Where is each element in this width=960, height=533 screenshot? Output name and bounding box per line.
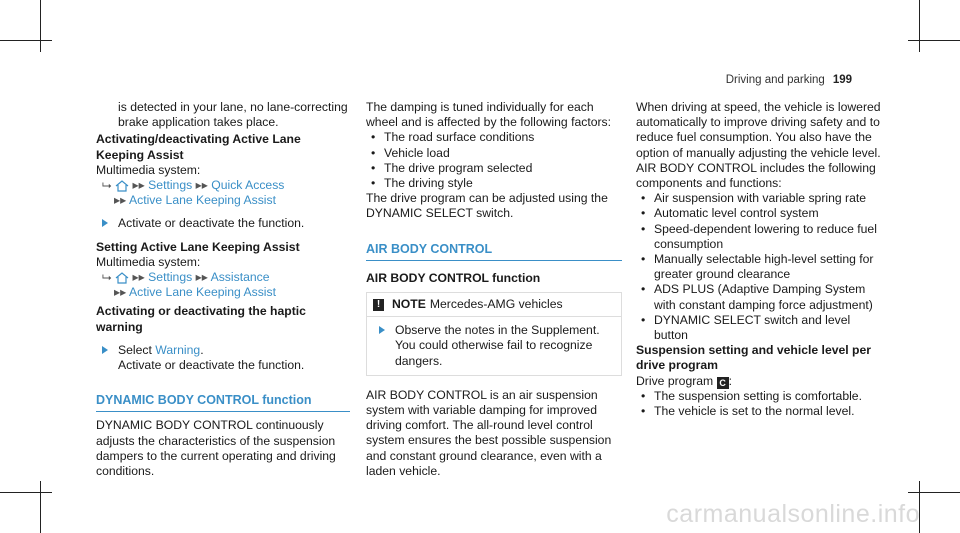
list-item: • The driving style: [366, 176, 622, 191]
section-dynamic-body-control: DYNAMIC BODY CONTROL function: [96, 393, 350, 412]
adjust-text: The drive program can be adjusted using the DYNAMIC SELECT switch.: [366, 191, 608, 221]
chevron-icon: ▸▸: [132, 178, 145, 193]
warning-icon: !: [373, 299, 384, 311]
heading-setting-lane-keeping: Setting Active Lane Keeping Assist: [96, 239, 300, 254]
dynamic-body-text: DYNAMIC BODY CONTROL continuously adjusts the characteristics of the suspension dampers to the current operating and driving conditions.: [96, 418, 336, 479]
step-activate: [102, 216, 350, 231]
watermark: carmanualsonline.info: [666, 500, 920, 528]
chevron-icon: ▸▸: [114, 285, 127, 300]
list-item: • The drive program selected: [366, 161, 622, 176]
path-settings: Settings: [148, 270, 193, 285]
crop-mark: [908, 492, 960, 493]
note-text: Observe the notes in the Supplement. You could otherwise fail to recognize dangers.: [395, 323, 600, 368]
column-3: [636, 100, 886, 419]
list-item: • Air suspension with variable spring rate: [636, 191, 886, 206]
crop-mark: [908, 40, 960, 41]
crop-mark: [0, 40, 52, 41]
chevron-icon: ▸▸: [114, 193, 127, 208]
chevron-icon: ▸▸: [195, 270, 208, 285]
list-item: • Manually selectable high-level setting for greater ground clearance: [636, 252, 886, 282]
path-quick-access: Quick Access: [211, 178, 285, 193]
section-air-body-control: AIR BODY CONTROL: [366, 242, 622, 261]
path-active-lane-assist: Active Lane Keeping Assist: [128, 285, 276, 300]
warning-link[interactable]: Warning: [155, 342, 201, 357]
note-title: Mercedes-AMG vehicles: [429, 297, 563, 312]
section-name: Driving and parking: [725, 74, 825, 86]
chevron-icon: ▸▸: [132, 270, 145, 285]
step-arrow-icon: [102, 219, 108, 227]
multimedia-label: Multimedia system:: [96, 254, 201, 269]
list-item: • ADS PLUS (Adaptive Damping System with constant damping force adjustment): [636, 282, 886, 312]
heading-activate-lane-keeping: Activating/deactivating Active Lane Keeping Assist: [96, 132, 301, 162]
step-arrow-icon: [379, 326, 385, 334]
column-2: [366, 100, 622, 479]
list-item: • The road surface conditions: [366, 130, 622, 145]
heading-haptic-warning: Activating or deactivating the haptic warning: [96, 304, 306, 334]
list-item: • Speed-dependent lowering to reduce fuel consumption: [636, 222, 886, 252]
list-item: • The vehicle is set to the normal level.: [636, 404, 886, 419]
heading-suspension-setting: Suspension setting and vehicle level per drive program: [636, 343, 872, 373]
path-settings: Settings: [148, 178, 193, 193]
heading-air-body-function: AIR BODY CONTROL function: [366, 270, 541, 285]
page-header: [726, 74, 852, 86]
home-icon: [115, 272, 129, 284]
column-1: [96, 100, 350, 479]
path-assistance: Assistance: [210, 270, 270, 285]
components-list: [636, 191, 886, 343]
note-header: [367, 293, 621, 317]
crop-mark: [0, 492, 52, 493]
path-arrow-icon: ⮡: [102, 178, 112, 193]
air-body-text: AIR BODY CONTROL is an air suspension system with variable damping for improved driving comfort. The all-round level control system ensures the best possible suspension and constant ground clearance, even with a laden vehicle.: [366, 387, 612, 478]
step-text: .: [200, 342, 204, 357]
list-item: • The suspension setting is comfortable.: [636, 389, 886, 404]
damping-intro: The damping is tuned individually for each wheel and is affected by the following factors:: [366, 100, 612, 130]
intro-text: is detected in your lane, no lane-correcting brake application takes place.: [118, 100, 348, 130]
note-box: [366, 292, 622, 376]
list-item: • Vehicle load: [366, 146, 622, 161]
list-item: • DYNAMIC SELECT switch and level button: [636, 313, 886, 343]
step-arrow-icon: [102, 346, 108, 354]
step-text: Activate or deactivate the function.: [118, 216, 305, 231]
note-label: NOTE: [392, 297, 426, 312]
crop-mark: [919, 0, 920, 52]
lowering-intro: When driving at speed, the vehicle is lowered automatically to improve driving safety and to reduce fuel consumption. You also have the option of manually adjusting the vehicle level.: [636, 100, 881, 160]
factors-list: [366, 130, 622, 191]
note-body: [367, 317, 621, 375]
menu-path-2: [96, 270, 350, 300]
includes-text: AIR BODY CONTROL includes the following components and functions:: [636, 160, 876, 191]
note-step: [379, 323, 615, 369]
path-arrow-icon: ⮡: [102, 270, 112, 285]
colon: :: [728, 373, 732, 388]
multimedia-label: Multimedia system:: [96, 162, 201, 177]
chevron-icon: ▸▸: [195, 178, 208, 193]
drive-program-list: [636, 389, 886, 419]
drive-program-label: Drive program: [636, 373, 714, 388]
page-number: 199: [832, 74, 852, 86]
home-icon: [115, 180, 129, 192]
path-active-lane-assist: Active Lane Keeping Assist: [128, 193, 276, 208]
list-item: • Automatic level control system: [636, 206, 886, 221]
step-select-warning: [102, 343, 350, 373]
step-text: Select: [118, 342, 156, 357]
comfort-c-icon: C: [717, 377, 729, 389]
crop-mark: [40, 0, 41, 52]
crop-mark: [40, 481, 41, 533]
drive-program-line: [636, 374, 886, 389]
menu-path-1: [96, 178, 350, 208]
step-text: Activate or deactivate the function.: [118, 358, 305, 373]
